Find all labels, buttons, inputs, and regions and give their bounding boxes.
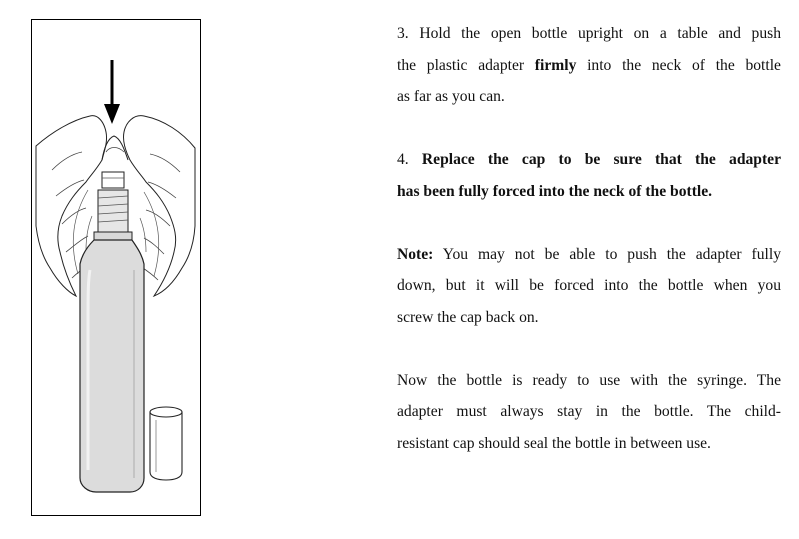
note-text: You may not be able to push the adapter fully [433, 245, 781, 263]
step-4-bold-text: Replace the cap to be sure that the adapter [421, 151, 782, 168]
step-3-paragraph [397, 18, 781, 113]
step-3-text-after: into the neck of the bottle [576, 56, 781, 74]
instructions-text [397, 18, 781, 491]
note-line-1 [397, 239, 781, 271]
hands-pushing-adapter-into-bottle-drawing [32, 20, 199, 514]
step-3-line-2 [397, 50, 781, 82]
ready-line-3: resistant cap should seal the bottle in between use. [397, 434, 711, 452]
thumbnail-lines [106, 148, 124, 153]
ready-paragraph [397, 365, 781, 460]
ready-line-1: Now the bottle is ready to use with the syringe. The [397, 371, 781, 389]
adapter-plug [102, 172, 124, 188]
note-paragraph [397, 239, 781, 334]
note-line-2: down, but it will be forced into the bottle when you [397, 277, 781, 294]
step-4-paragraph [397, 144, 781, 207]
step-3-emphasis: firmly [534, 56, 577, 74]
step-3-line-1: 3. Hold the open bottle upright on a table and push [397, 25, 781, 42]
adapter-insertion-illustration [31, 19, 201, 516]
note-label: Note: [397, 245, 434, 263]
right-hand-fingers [140, 154, 180, 280]
step-3-line-3: as far as you can. [397, 88, 505, 105]
bottle-cap [150, 412, 182, 480]
down-arrow-icon [104, 104, 120, 124]
note-line-3: screw the cap back on. [397, 308, 539, 326]
step-4-line-1 [397, 144, 781, 176]
step-4-number: 4. [397, 151, 422, 168]
step-4-bold-text-2: has been fully forced into the neck of the bottle. [397, 182, 713, 200]
bottle-collar [94, 232, 132, 240]
step-3-text: the plastic adapter [397, 56, 535, 74]
ready-line-2: adapter must always stay in the bottle. The child- [397, 403, 781, 420]
step-4-line-2 [397, 176, 781, 208]
